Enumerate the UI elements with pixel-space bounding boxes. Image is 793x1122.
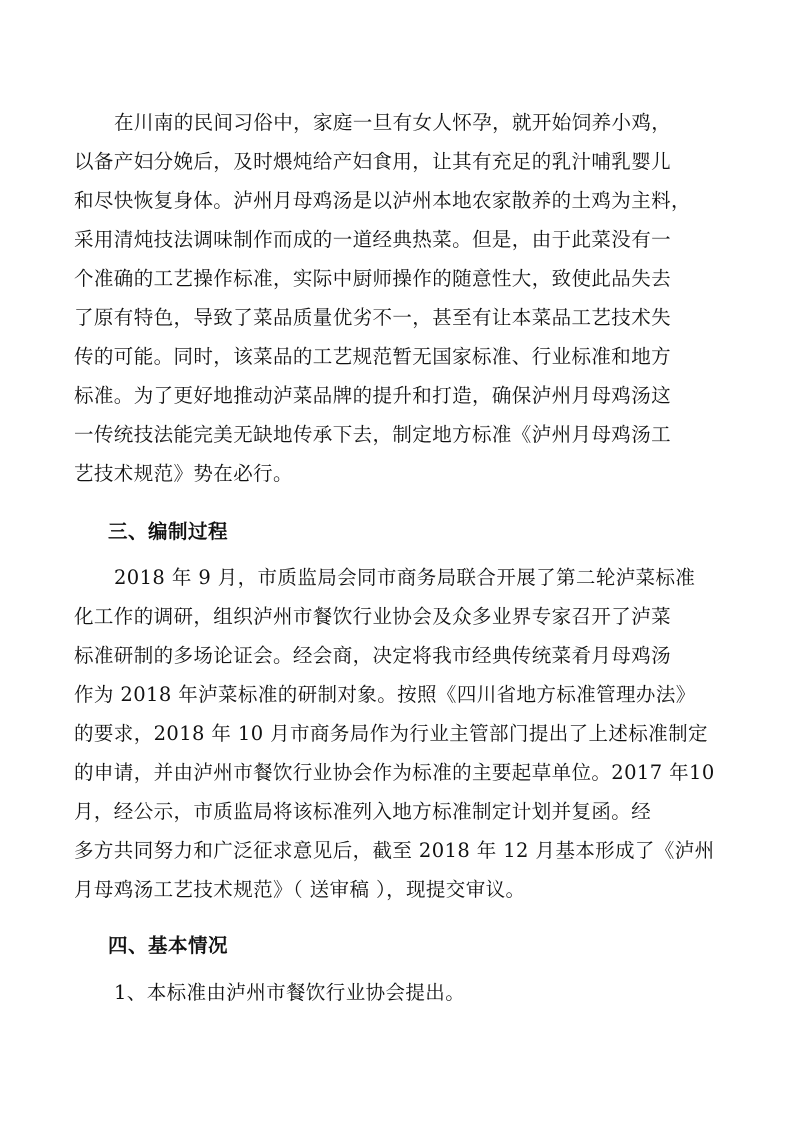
paragraph-line: 1、本标准由泸州市餐饮行业协会提出。 xyxy=(114,981,466,1004)
paragraph-line: 采用清炖技法调味制作而成的一道经典热菜。但是，由于此菜没有一 xyxy=(74,228,672,251)
paragraph-line: 艺技术规范》势在必行。 xyxy=(74,462,293,485)
section-heading: 四、基本情况 xyxy=(108,934,229,957)
paragraph-line: 2018 年 9 月，市质监局会同市商务局联合开展了第二轮泸菜标准 xyxy=(114,566,696,589)
paragraph-line: 的申请，并由泸州市餐饮行业协会作为标准的主要起草单位。2017 年10 xyxy=(74,761,715,784)
paragraph-line: 化工作的调研，组织泸州市餐饮行业协会及众多业界专家召开了泸菜 xyxy=(74,605,672,628)
section-heading: 三、编制过程 xyxy=(108,520,229,543)
paragraph-line: 多方共同努力和广泛征求意见后，截至 2018 年 12 月基本形成了《泸州 xyxy=(74,839,715,862)
paragraph-line: 和尽快恢复身体。泸州月母鸡汤是以泸州本地农家散养的土鸡为主料， xyxy=(74,189,691,212)
paragraph-line: 在川南的民间习俗中，家庭一旦有女人怀孕，就开始饲养小鸡， xyxy=(114,111,672,134)
paragraph-line: 月，经公示，市质监局将该标准列入地方标准制定计划并复函。经 xyxy=(74,800,652,823)
paragraph-line: 了原有特色，导致了菜品质量优劣不一，甚至有让本菜品工艺技术失 xyxy=(74,306,672,329)
paragraph-line: 标准。为了更好地推动泸菜品牌的提升和打造，确保泸州月母鸡汤这 xyxy=(74,384,672,407)
paragraph-line: 月母鸡汤工艺技术规范》（ 送审稿 ），现提交审议。 xyxy=(74,878,526,901)
paragraph-line: 个准确的工艺操作标准，实际中厨师操作的随意性大，致使此品失去 xyxy=(74,267,672,290)
paragraph-line: 一传统技法能完美无缺地传承下去，制定地方标准《泸州月母鸡汤工 xyxy=(74,423,672,446)
paragraph-line: 作为 2018 年泸菜标准的研制对象。按照《四川省地方标准管理办法》 xyxy=(74,683,696,706)
paragraph-line: 的要求，2018 年 10 月市商务局作为行业主管部门提出了上述标准制定 xyxy=(74,722,708,745)
paragraph-line: 传的可能。同时，该菜品的工艺规范暂无国家标准、行业标准和地方 xyxy=(74,345,672,368)
paragraph-line: 以备产妇分娩后，及时煨炖给产妇食用，让其有充足的乳汁哺乳婴儿 xyxy=(74,150,672,173)
paragraph-line: 标准研制的多场论证会。经会商，决定将我市经典传统菜肴月母鸡汤 xyxy=(74,644,672,667)
